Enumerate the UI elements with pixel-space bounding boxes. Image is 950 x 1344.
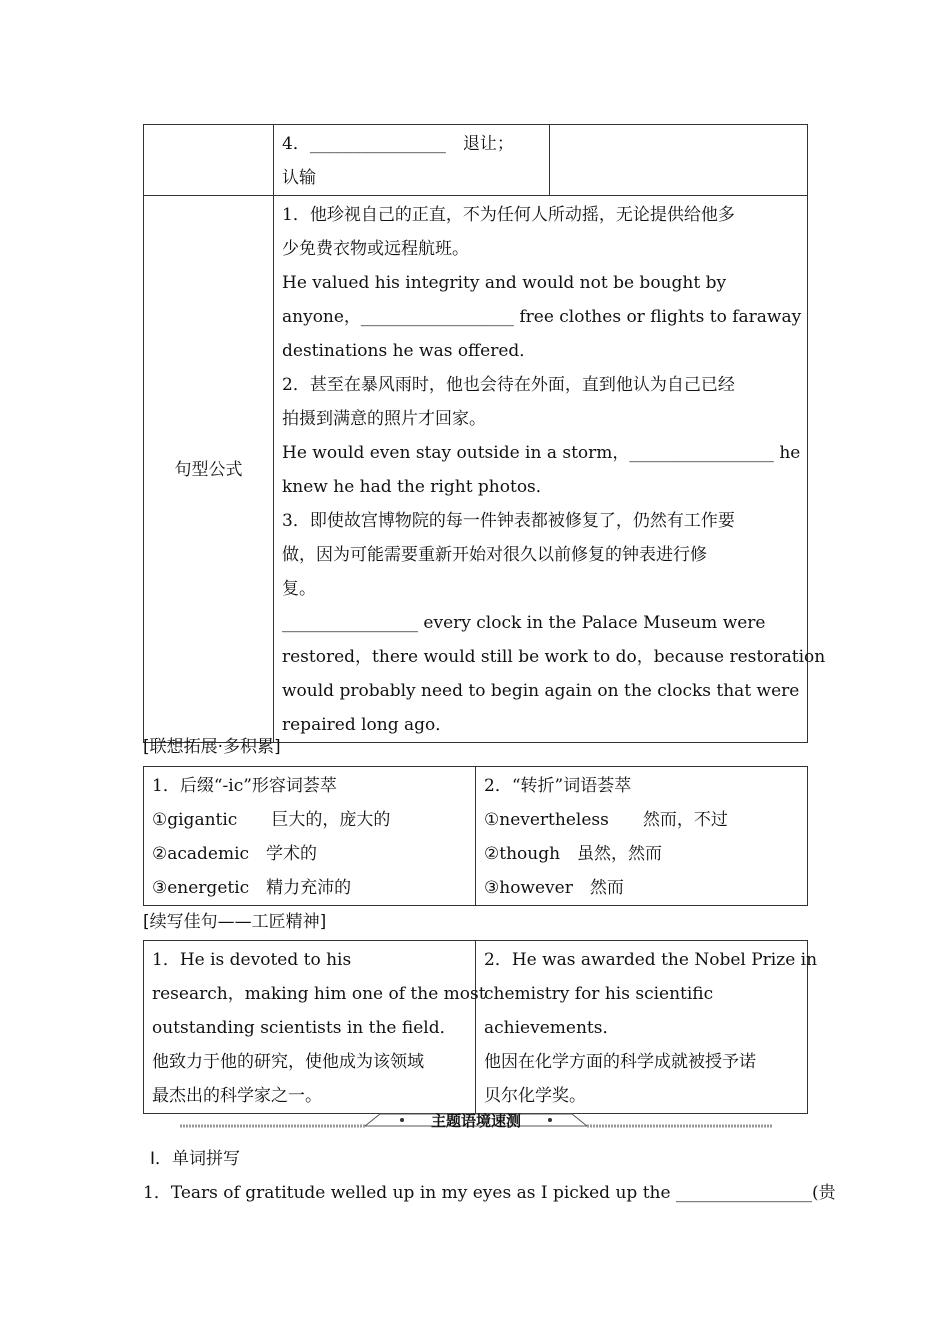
sentence-cell-left: [144, 941, 486, 1114]
sentence-line: research，making him one of the most: [152, 984, 486, 1004]
section-title-association: [联想拓展·多积累]: [143, 737, 281, 757]
sentences-table: [143, 940, 818, 1114]
vocab-item: ③energetic 精力充沛的: [152, 878, 352, 898]
pattern-line: 拍摄到满意的照片才回家。: [282, 409, 486, 429]
section-banner: [180, 1108, 772, 1134]
sentence-line: 他致力于他的研究，使他成为该领域: [152, 1052, 424, 1072]
vocab-item: ③however 然而: [484, 878, 624, 898]
vocab-item: ②though 虽然，然而: [484, 844, 663, 864]
cell-heading: 2．“转折”词语荟萃: [484, 776, 632, 796]
phrase-cell: [274, 125, 550, 196]
pattern-line: anyone，__________________ free clothes or flights to faraway: [282, 307, 802, 327]
vocab-item: ①gigantic 巨大的，庞大的: [152, 810, 391, 830]
empty-cell: [550, 125, 808, 196]
exercise-heading: Ⅰ．单词拼写: [150, 1149, 241, 1169]
sentence-line: 1．He is devoted to his: [152, 950, 352, 970]
association-table: [143, 766, 808, 906]
pattern-line: He valued his integrity and would not be bought by: [282, 273, 727, 293]
sentence-cell-right: [476, 941, 818, 1114]
pattern-line: 少免费衣物或远程航班。: [282, 239, 469, 259]
empty-label-cell: [144, 125, 274, 196]
pattern-content-cell: [274, 196, 826, 743]
vocab-item: ①nevertheless 然而，不过: [484, 810, 728, 830]
pattern-line: repaired long ago．: [282, 715, 453, 735]
pattern-line: restored，there would still be work to do，because restoration: [282, 647, 826, 667]
pattern-line: He would even stay outside in a storm，_________________ he: [282, 443, 801, 463]
sentence-line: 2．He was awarded the Nobel Prize in: [484, 950, 818, 970]
sentence-line: 贝尔化学奖。: [484, 1086, 586, 1106]
pattern-line: ________________ every clock in the Palace Museum were: [282, 613, 766, 633]
pattern-line: 复。: [282, 579, 316, 599]
sentence-line: achievements．: [484, 1018, 620, 1038]
sentence-line: outstanding scientists in the field．: [152, 1018, 457, 1038]
pattern-line: knew he had the right photos．: [282, 477, 553, 497]
cell-heading: 1．后缀“-ic”形容词荟萃: [152, 776, 337, 796]
pattern-line: 2．甚至在暴风雨时，他也会待在外面，直到他认为自己已经: [282, 375, 735, 395]
pattern-line: 3．即使故宫博物院的每一件钟表都被修复了，仍然有工作要: [282, 511, 735, 531]
sentence-line: chemistry for his scientific: [484, 984, 714, 1004]
sentence-line: 他因在化学方面的科学成就被授予诺: [484, 1052, 756, 1072]
sentence-pattern-table: [143, 124, 826, 743]
pattern-line: would probably need to begin again on the clocks that were: [282, 681, 800, 701]
sentence-line: 最杰出的科学家之一。: [152, 1086, 322, 1106]
banner-title: 主题语境速测: [430, 1112, 521, 1130]
pattern-line: destinations he was offered．: [282, 341, 537, 361]
pattern-label: 句型公式: [144, 196, 274, 743]
transition-words-cell: [476, 767, 808, 906]
vocab-item: ②academic 学术的: [152, 844, 318, 864]
phrase-line: 认输: [282, 168, 316, 188]
section-title-sentences: [续写佳句——工匠精神]: [143, 912, 327, 932]
pattern-line: 做，因为可能需要重新开始对很久以前修复的钟表进行修: [282, 545, 707, 565]
pattern-line: 1．他珍视自己的正直，不为任何人所动摇，无论提供给他多: [282, 205, 735, 225]
suffix-ic-cell: [144, 767, 476, 906]
phrase-line: 4．________________ 退让；: [282, 134, 514, 154]
exercise-question-1: 1．Tears of gratitude welled up in my eyes as I picked up the ________________(贵: [143, 1183, 836, 1203]
